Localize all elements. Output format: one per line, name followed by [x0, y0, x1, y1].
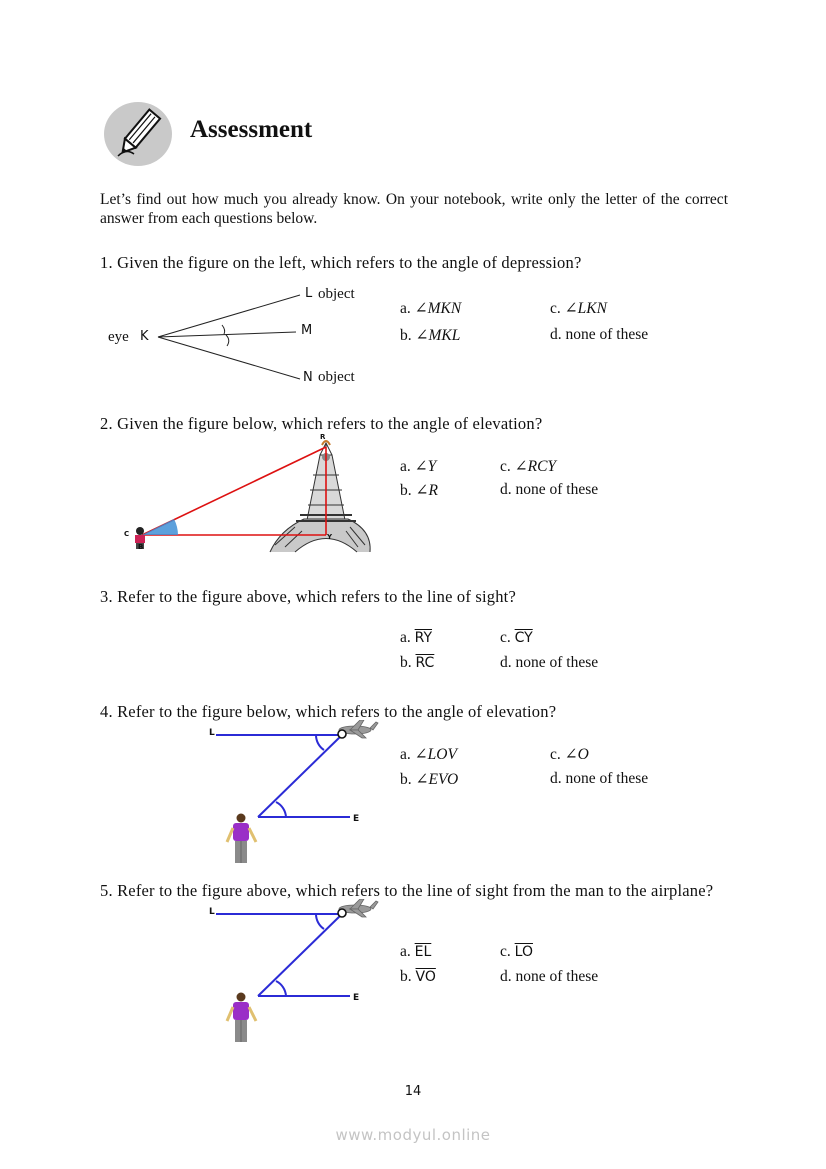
q2-option-c: c. ∠RCY [500, 458, 557, 475]
label-e-4: E [353, 814, 360, 824]
q3-option-d: d. none of these [500, 654, 599, 671]
figure-eiffel-tower [120, 435, 380, 555]
label-l: L [305, 286, 313, 301]
q3-option-b: b. $\overline{RC}$ [400, 654, 435, 671]
question-4: 4. Refer to the figure below, which refers to the angle of elevation? [100, 702, 557, 721]
pencil-icon [104, 102, 172, 166]
q4-option-d: d. none of these [550, 770, 649, 787]
label-n: N [303, 370, 313, 385]
q1-option-a: a. ∠MKN [400, 300, 462, 317]
label-l-5: L [209, 907, 215, 917]
page-number: 14 [404, 1084, 422, 1099]
question-1: 1. Given the figure on the left, which refers to the angle of depression? [100, 253, 582, 272]
q3-option-c: c. $\overline{CY}$ [500, 629, 533, 646]
q4-option-c: c. ∠O [550, 746, 589, 763]
q5-option-c: c. $\overline{LO}$ [500, 943, 533, 960]
label-k: K [140, 329, 149, 344]
q3-option-a: a. $\overline{RY}$ [400, 629, 433, 646]
question-3: 3. Refer to the figure above, which refers to the line of sight? [100, 587, 516, 606]
q5-option-d: d. none of these [500, 968, 599, 985]
figure-airplane-1 [200, 720, 380, 870]
question-2: 2. Given the figure below, which refers to the angle of elevation? [100, 414, 543, 433]
label-e-5: E [353, 993, 360, 1003]
label-m: M [301, 323, 313, 338]
q5-option-b: b. $\overline{VO}$ [400, 968, 436, 985]
label-eye: eye [108, 329, 129, 345]
q1-option-c: c. ∠LKN [550, 300, 607, 317]
q4-option-b: b. ∠EVO [400, 771, 459, 788]
question-5: 5. Refer to the figure above, which refers to the line of sight from the man to the airplane? [100, 881, 714, 900]
q2-option-b: b. ∠R [400, 482, 438, 499]
label-n-object: object [318, 369, 355, 385]
q1-option-b: b. ∠MKL [400, 327, 461, 344]
q1-option-d: d. none of these [550, 326, 649, 343]
label-y: Y [327, 533, 333, 541]
page-title: Assessment [190, 116, 313, 143]
label-b: B [138, 543, 144, 551]
watermark: www.modyul.online [335, 1126, 491, 1144]
label-r: R [320, 433, 326, 441]
label-c: C [124, 530, 130, 538]
figure-airplane-2 [200, 899, 380, 1049]
q2-option-a: a. ∠Y [400, 458, 437, 475]
label-l-4: L [209, 728, 215, 738]
q5-option-a: a. $\overline{EL}$ [400, 943, 432, 960]
instructions: Let’s find out how much you already know. On your notebook, write only the letter of the correct answer from each questions below. [100, 191, 728, 227]
q2-option-d: d. none of these [500, 481, 599, 498]
label-l-object: object [318, 286, 355, 302]
q4-option-a: a. ∠LOV [400, 746, 457, 763]
